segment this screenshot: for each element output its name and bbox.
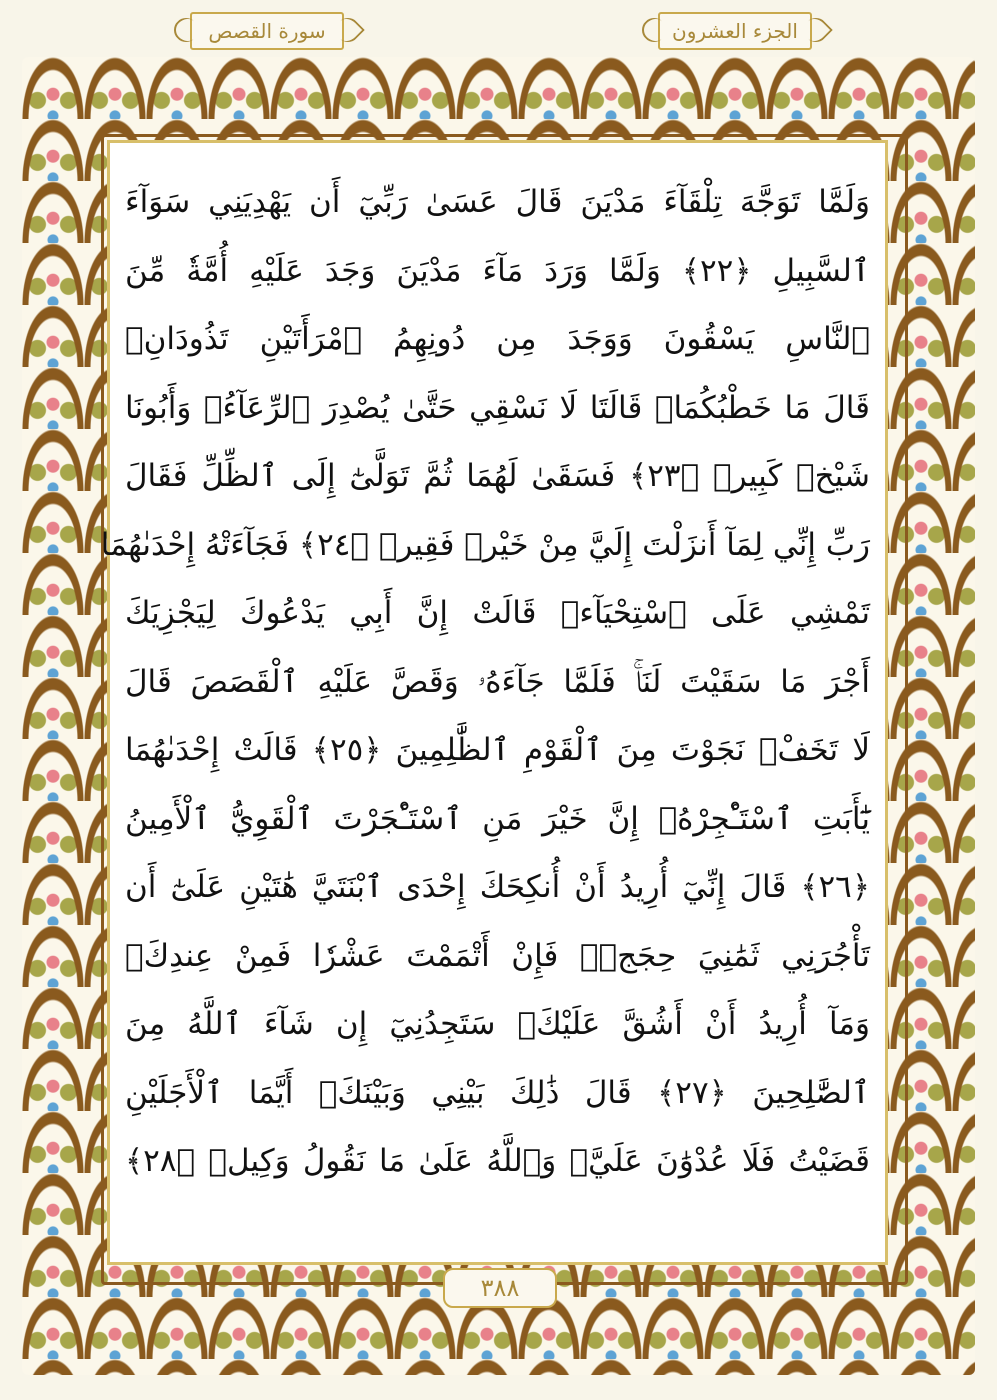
text-line: قَالَ مَا خَطْبُكُمَاۖ قَالَتَا لَا نَسْقِي حَتَّىٰ يُصْدِرَ ٱلرِّعَآءُۖ وَأَبُونَا — [125, 389, 870, 426]
page-number: ٣٨٨ — [443, 1268, 557, 1308]
text-line: ﴿٢٦﴾ قَالَ إِنِّيٓ أُرِيدُ أَنْ أُنكِحَكَ إِحْدَى ٱبْنَتَيَّ هَٰتَيْنِ عَلَىٰٓ أَن — [125, 869, 870, 905]
text-line: لَا تَخَفْۖ نَجَوْتَ مِنَ ٱلْقَوْمِ ٱلظَّٰلِمِينَ ﴿٢٥﴾ قَالَتْ إِحْدَىٰهُمَا — [125, 732, 870, 768]
surah-name-header: سورة القصص — [190, 12, 344, 50]
text-line: قَضَيْتُ فَلَا عُدْوَٰنَ عَلَيَّۖ وَٱللَّهُ عَلَىٰ مَا نَقُولُ وَكِيلٞ ﴿٢٨﴾ — [125, 1143, 870, 1179]
text-line: تَأْجُرَنِي ثَمَٰنِيَ حِجَجٖۖ فَإِنْ أَتْمَمْتَ عَشْرٗا فَمِنْ عِندِكَۖ — [125, 937, 870, 974]
juz-header: الجزء العشرون — [658, 12, 812, 50]
text-line: رَبِّ إِنِّي لِمَآ أَنزَلْتَ إِلَيَّ مِنْ خَيْرٖ فَقِيرٞ ﴿٢٤﴾ فَجَآءَتْهُ إِحْدَىٰهُمَا — [100, 526, 870, 563]
text-line: يَٰٓأَبَتِ ٱسْتَـْٔجِرْهُۖ إِنَّ خَيْرَ مَنِ ٱسْتَـْٔجَرْتَ ٱلْقَوِيُّ ٱلْأَمِينُ — [125, 800, 870, 837]
text-line: أَجْرَ مَا سَقَيْتَ لَنَاۚ فَلَمَّا جَآءَهُۥ وَقَصَّ عَلَيْهِ ٱلْقَصَصَ قَالَ — [125, 663, 870, 700]
text-line: تَمْشِي عَلَى ٱسْتِحْيَآءٖ قَالَتْ إِنَّ أَبِي يَدْعُوكَ لِيَجْزِيَكَ — [125, 595, 870, 631]
text-line: وَلَمَّا تَوَجَّهَ تِلْقَآءَ مَدْيَنَ قَالَ عَسَىٰ رَبِّيٓ أَن يَهْدِيَنِي سَوَآءَ — [125, 184, 870, 220]
text-line: ٱلنَّاسِ يَسْقُونَ وَوَجَدَ مِن دُونِهِمُ ٱمْرَأَتَيْنِ تَذُودَانِۖ — [125, 321, 870, 357]
text-line: ٱلصَّٰلِحِينَ ﴿٢٧﴾ قَالَ ذَٰلِكَ بَيْنِي وَبَيْنَكَۖ أَيَّمَا ٱلْأَجَلَيْنِ — [125, 1074, 870, 1111]
quran-text — [100, 168, 871, 1196]
text-line: شَيْخٞ كَبِيرٞ ﴿٢٣﴾ فَسَقَىٰ لَهُمَا ثُمَّ تَوَلَّىٰٓ إِلَى ٱلظِّلِّ فَقَالَ — [125, 458, 870, 494]
text-line: ٱلسَّبِيلِ ﴿٢٢﴾ وَلَمَّا وَرَدَ مَآءَ مَدْيَنَ وَجَدَ عَلَيْهِ أُمَّةٗ مِّنَ — [125, 252, 871, 289]
text-line: وَمَآ أُرِيدُ أَنْ أَشُقَّ عَلَيْكَۚ سَتَجِدُنِيٓ إِن شَآءَ ٱللَّهُ مِنَ — [125, 1006, 870, 1042]
